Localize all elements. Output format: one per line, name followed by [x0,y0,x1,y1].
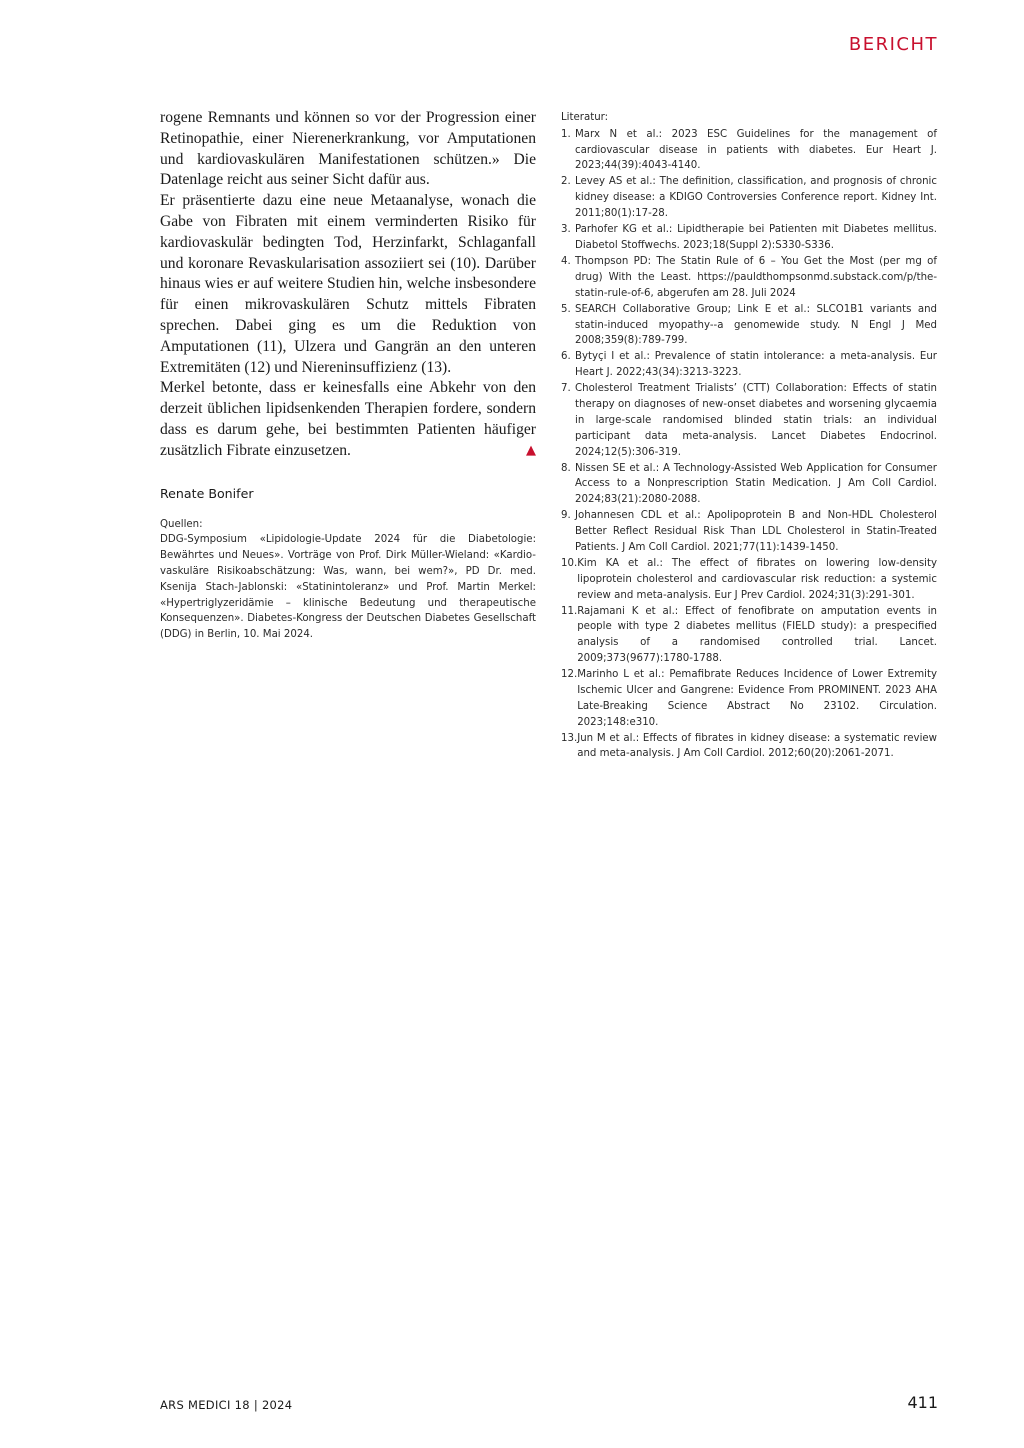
article-column [160,108,536,643]
reference-number: 9. [561,510,571,522]
literature-column [561,110,937,763]
sources-text: DDG-Symposium «Lipidologie-Update 2024 für die Diabetologie: Bewährtes und Neues». Vorträge von Prof. Dirk Müller-Wieland: «Kardio-vaskuläre Risikoabschätzung: Was, wann, bei wem?», PD Dr. med. Ksenija Stach-Jablonski: «Statinintoleranz» und Prof. Martin Merkel: «Hypertriglyzeridämie – klinische Bedeutung und therapeutische Konsequenzen». Diabetes-Kongress der Deutschen Diabetes Gesellschaft (DDG) in Berlin, 10. Mai 2024. [160,534,536,641]
reference-number: 11. [561,605,578,617]
reference-text: Cholesterol Treatment Trialists’ (CTT) Collaboration: Effects of statin therapy on diagnoses of new-onset diabetes and worsening glycaemia in large-scale randomised blinded statin trials: an individual participant data meta-analysis. Lancet Diabetes Endocrinol. 2024;12(5):306-319. [575,383,937,458]
reference-item [561,556,937,603]
reference-number: 12. [561,669,578,681]
reference-item [561,302,937,349]
reference-item [561,381,937,460]
reference-number: 6. [561,351,571,363]
reference-text: Levey AS et al.: The definition, classification, and prognosis of chronic kidney disease: a KDIGO Controversies Conference report. Kidney Int. 2011;80(1):17-28. [575,176,937,220]
reference-number: 4. [561,256,571,268]
reference-item [561,349,937,381]
reference-text: Kim KA et al.: The effect of fibrates on lowering low-density lipoprotein cholesterol and cardiovascular risk reduction: a systemic review and meta-analysis. Eur J Prev Cardiol. 2024;31(3):291-301. [577,557,937,601]
reference-list [561,127,937,762]
reference-text: Rajamani K et al.: Effect of fenofibrate on amputation events in people with type 2 diabetes mellitus (FIELD study): a prespecified analysis of a randomised controlled trial. Lancet. 2009;373(9677):1780-1788. [577,605,937,665]
sources-label: Quellen: [160,518,203,530]
reference-item [561,604,937,667]
reference-item [561,461,937,508]
author-name: Renate Bonifer [160,485,254,501]
reference-item [561,254,937,301]
reference-text: Thompson PD: The Statin Rule of 6 – You Get the Most (per mg of drug) With the Least. https://pauldthompsonmd.substack.com/p/the-statin-rule-of-6, abgerufen am 28. Juli 2024 [575,256,937,299]
reference-text: Jun M et al.: Effects of fibrates in kidney disease: a systematic review and meta-analysis. J Am Coll Cardiol. 2012;60(20):2061-2071. [577,732,937,760]
literature-label: Literatur: [561,112,609,123]
body-paragraph: Er präsentierte dazu eine neue Metaanalyse, wonach die Gabe von Fibraten mit einem verminderten Risiko für kardiovaskulär bedingten Tod, Herzinfarkt, Schlaganfall und koronare Revaskularisation assoziiert sei (10). Darüber hinaus wies er auf weitere Studien hin, welche insbesondere für einen mikrovaskulären Schutz mittels Fibraten sprechen. Dabei ging es um die Reduktion von Amputationen (11), Ulzera und Gangrän an den unteren Extremitäten (12) und Niereninsuffizienz (13). [160,192,536,376]
reference-text: Marinho L et al.: Pemafibrate Reduces Incidence of Lower Extremity Ischemic Ulcer and Gangrene: Evidence From PROMINENT. 2023 AHA Late-Breaking Science Abstract No 23102. Circulation. 2023;148:e310. [577,669,937,728]
reference-text: Marx N et al.: 2023 ESC Guidelines for the management of cardiovascular disease in patients with diabetes. Eur Heart J. 2023;44(39):4043-4140. [575,128,937,172]
page-number: 411 [907,1393,938,1412]
end-mark-icon: ▲ [526,442,536,458]
reference-item [561,731,937,763]
reference-text: SEARCH Collaborative Group; Link E et al.: SLCO1B1 variants and statin-induced myopathy--a genomewide study. N Engl J Med 2008;359(8):789-799. [575,303,937,347]
reference-item [561,667,937,730]
reference-text: Parhofer KG et al.: Lipidtherapie bei Patienten mit Diabetes mellitus. Diabetol Stoffwechs. 2023;18(Suppl 2):S330-S336. [575,224,937,251]
body-paragraph-text: Merkel betonte, dass er keinesfalls eine Abkehr von den derzeit üblichen lipidsenkenden Therapien fordere, sondern dass es darum gehe, bei bestimmten Patienten häufiger zusätzlich Fibrate einzusetzen. [160,379,536,459]
body-paragraph: rogene Remnants und können so vor der Progression einer Retinopathie, einer Nierenerkrankung, vor Amputationen und kardiovaskulären Manifestationen schützen.» Die Datenlage reicht aus seiner Sicht dafür aus. [160,109,536,189]
reference-text: Johannesen CDL et al.: Apolipoprotein B and Non-HDL Cholesterol Better Reflect Residual Risk Than LDL Cholesterol in Statin-Treated Patients. J Am Coll Cardiol. 2021;77(11):1439-1450. [575,510,937,553]
section-label: BERICHT [848,34,938,55]
reference-item [561,127,937,174]
reference-item [561,174,937,221]
reference-item [561,222,937,254]
reference-number: 8. [561,462,571,474]
reference-number: 3. [561,224,571,236]
reference-item [561,508,937,555]
reference-number: 10. [561,557,578,569]
reference-number: 13. [561,732,578,744]
reference-text: Nissen SE et al.: A Technology-Assisted Web Application for Consumer Access to a Nonprescription Statin Medication. J Am Coll Cardiol. 2024;83(21):2080-2088. [575,462,937,506]
body-paragraph [160,378,536,461]
reference-text: Bytyçi I et al.: Prevalence of statin intolerance: a meta-analysis. Eur Heart J. 2022;43(34):3213-3223. [575,351,937,379]
sources-block [160,517,536,643]
journal-footer: ARS MEDICI 18 | 2024 [160,1398,293,1412]
reference-number: 2. [561,176,571,188]
reference-number: 5. [561,303,571,315]
reference-number: 7. [561,383,571,395]
reference-number: 1. [561,128,571,140]
